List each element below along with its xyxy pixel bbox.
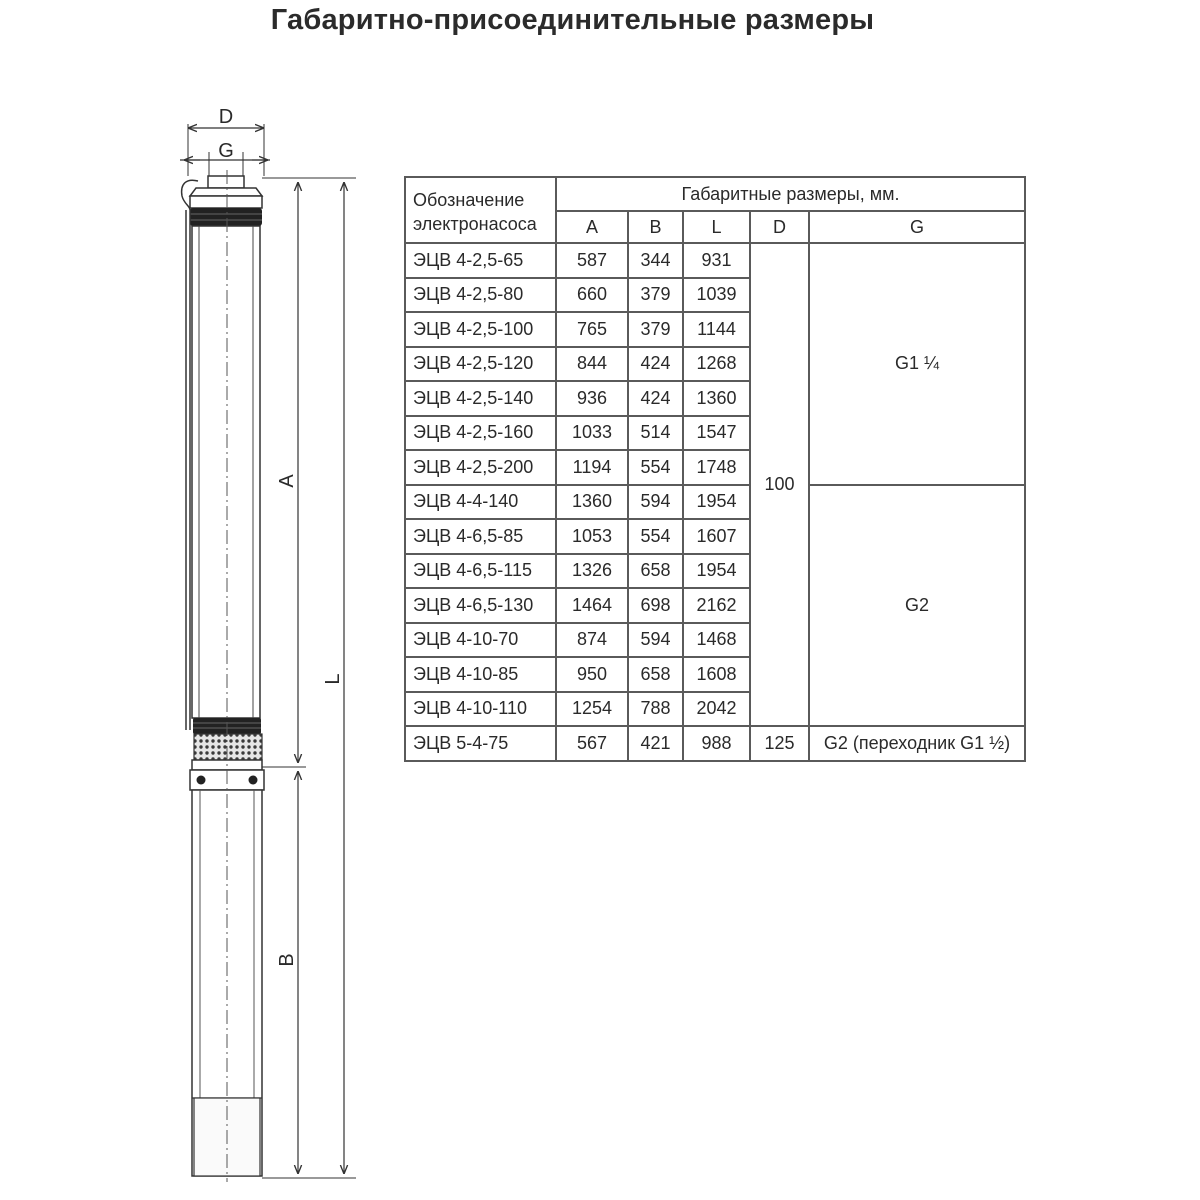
cell-l: 2162	[683, 588, 750, 623]
table-row	[405, 726, 1025, 761]
header-a: A	[556, 211, 628, 243]
cell-a: 844	[556, 347, 628, 382]
table-row	[405, 243, 1025, 278]
label-g: G	[218, 140, 234, 162]
cell-l: 2042	[683, 692, 750, 727]
cell-d-last: 125	[750, 726, 809, 761]
cell-b: 554	[628, 519, 683, 554]
dimensions-table	[404, 176, 1026, 762]
cell-model: ЭЦВ 4-6,5-85	[405, 519, 556, 554]
cell-model: ЭЦВ 5-4-75	[405, 726, 556, 761]
cell-l: 988	[683, 726, 750, 761]
page-title: Габаритно-присоединительные размеры	[270, 4, 875, 36]
cell-l: 1468	[683, 623, 750, 658]
cell-a: 1360	[556, 485, 628, 520]
cell-g-group-1: G1 ¼	[809, 243, 1025, 485]
cell-b: 594	[628, 485, 683, 520]
cell-b: 344	[628, 243, 683, 278]
cell-l: 1608	[683, 657, 750, 692]
table-row	[405, 485, 1025, 520]
cell-model: ЭЦВ 4-10-85	[405, 657, 556, 692]
cell-model: ЭЦВ 4-10-70	[405, 623, 556, 658]
cell-b: 658	[628, 657, 683, 692]
dimension-b	[276, 771, 298, 1174]
header-l: L	[683, 211, 750, 243]
cell-a: 660	[556, 278, 628, 313]
header-designation: Обозначение электронасоса	[405, 177, 556, 243]
cell-d-group-1: 100	[750, 243, 809, 726]
cell-a: 587	[556, 243, 628, 278]
cell-b: 788	[628, 692, 683, 727]
cell-a: 950	[556, 657, 628, 692]
cell-b: 424	[628, 381, 683, 416]
cell-model: ЭЦВ 4-2,5-120	[405, 347, 556, 382]
cell-a: 567	[556, 726, 628, 761]
cell-b: 424	[628, 347, 683, 382]
header-b: B	[628, 211, 683, 243]
cell-g-last: G2 (переходник G1 ½)	[809, 726, 1025, 761]
cell-model: ЭЦВ 4-2,5-80	[405, 278, 556, 313]
cell-l: 1547	[683, 416, 750, 451]
cell-a: 1033	[556, 416, 628, 451]
label-a: A	[276, 474, 298, 488]
cell-model: ЭЦВ 4-6,5-115	[405, 554, 556, 589]
cell-a: 1194	[556, 450, 628, 485]
cell-b: 658	[628, 554, 683, 589]
cell-a: 1053	[556, 519, 628, 554]
cell-a: 1254	[556, 692, 628, 727]
cell-model: ЭЦВ 4-2,5-65	[405, 243, 556, 278]
dimension-a	[276, 182, 298, 763]
label-b: B	[276, 953, 298, 967]
cell-b: 421	[628, 726, 683, 761]
cell-b: 379	[628, 312, 683, 347]
dimension-l	[322, 182, 344, 1174]
cell-l: 1144	[683, 312, 750, 347]
cell-model: ЭЦВ 4-10-110	[405, 692, 556, 727]
header-d: D	[750, 211, 809, 243]
cell-b: 514	[628, 416, 683, 451]
pump-dimension-drawing	[0, 0, 400, 1200]
dimension-g	[180, 140, 270, 176]
cell-b: 698	[628, 588, 683, 623]
cell-model: ЭЦВ 4-6,5-130	[405, 588, 556, 623]
cell-model: ЭЦВ 4-2,5-140	[405, 381, 556, 416]
cell-model: ЭЦВ 4-2,5-100	[405, 312, 556, 347]
header-dimensions: Габаритные размеры, мм.	[556, 177, 1025, 211]
cell-l: 1268	[683, 347, 750, 382]
cell-a: 936	[556, 381, 628, 416]
cell-a: 874	[556, 623, 628, 658]
cell-g-group-2: G2	[809, 485, 1025, 727]
cell-a: 1326	[556, 554, 628, 589]
cell-l: 1748	[683, 450, 750, 485]
cell-l: 1954	[683, 485, 750, 520]
cell-l: 931	[683, 243, 750, 278]
cell-b: 379	[628, 278, 683, 313]
cell-model: ЭЦВ 4-2,5-160	[405, 416, 556, 451]
cell-l: 1954	[683, 554, 750, 589]
cell-a: 1464	[556, 588, 628, 623]
cell-b: 594	[628, 623, 683, 658]
header-g: G	[809, 211, 1025, 243]
cell-b: 554	[628, 450, 683, 485]
cell-l: 1039	[683, 278, 750, 313]
pump-body	[182, 170, 264, 1182]
cell-a: 765	[556, 312, 628, 347]
cell-l: 1607	[683, 519, 750, 554]
cell-model: ЭЦВ 4-4-140	[405, 485, 556, 520]
label-l: L	[322, 673, 344, 685]
cell-model: ЭЦВ 4-2,5-200	[405, 450, 556, 485]
cell-l: 1360	[683, 381, 750, 416]
label-d: D	[218, 106, 234, 128]
